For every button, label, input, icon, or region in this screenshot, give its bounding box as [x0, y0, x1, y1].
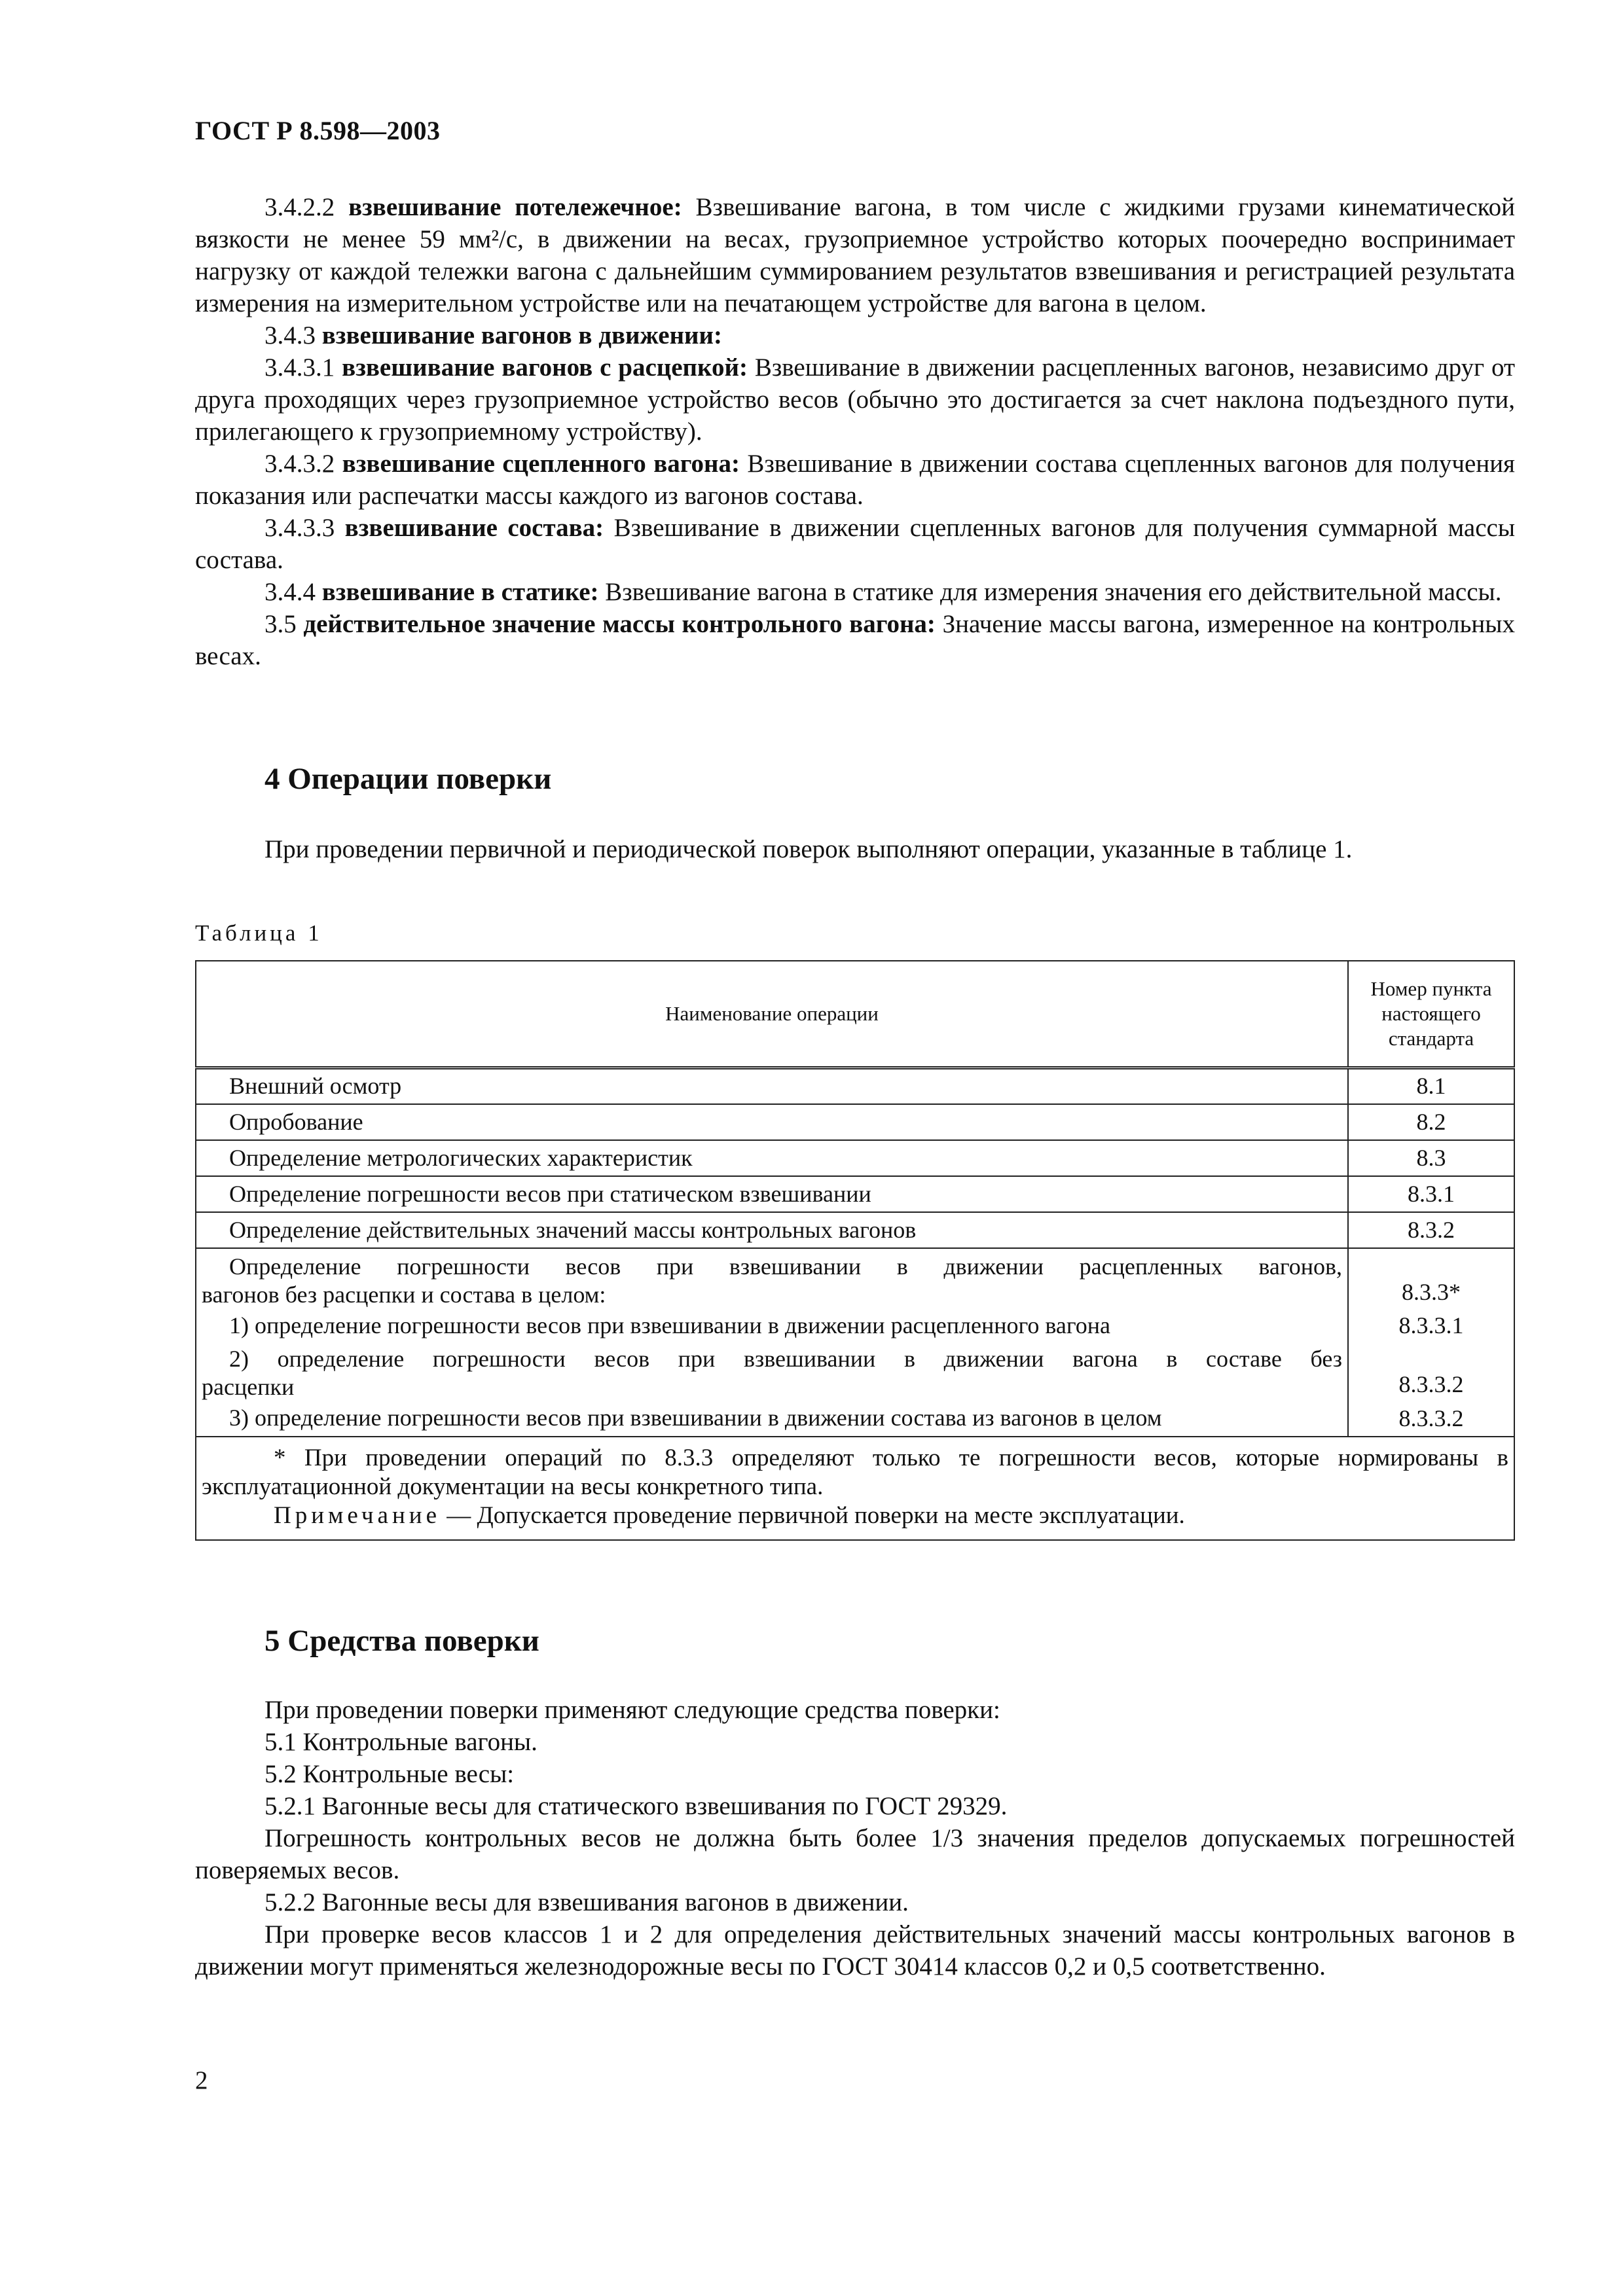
table-footnote: * При проведении операций по 8.3.3 определяют только те погрешности весов, которые нормированы в эксплуатационной документации на весы конкретного типа. — [202, 1444, 1508, 1500]
section-4-title: 4 Операции поверки — [264, 762, 552, 796]
table-row-subitem: 1) определение погрешности весов при взвешивании в движении расцепленного вагона 8.3.3.1 — [196, 1309, 1514, 1342]
definition-3-4-4: 3.4.4 взвешивание в статике: Взвешивание вагона в статике для измерения значения его действительной массы. — [264, 578, 1502, 606]
operations-table — [195, 960, 1515, 1541]
table-row: Определение действительных значений массы контрольных вагонов 8.3.2 — [196, 1212, 1514, 1248]
section-5-title: 5 Средства поверки — [264, 1624, 539, 1658]
fraction-one-third: 1/3 — [930, 1824, 964, 1852]
definition-3-4-3-3: 3.4.3.3 взвешивание состава: Взвешивание в движении сцепленных вагонов для получения суммарной массы состава. — [195, 514, 1516, 574]
header-clause-number: Номер пункта настоящего стандарта — [1348, 961, 1514, 1068]
definition-3-4-3: 3.4.3 взвешивание вагонов в движении: — [264, 321, 722, 350]
definition-3-4-2-2: 3.4.2.2 взвешивание потележечное: Взвешивание вагона, в том числе с жидкими грузами кинематической вязкости не менее 59 мм²/с, в движении на весах, грузоприемное устройство которых поочередно воспринимает нагрузку от каждой тележки вагона с дальнейшим суммированием результатов взвешивания и регистрацией результата измерения на измерительном устройстве или на печатающем устройстве для вагона в целом. — [195, 193, 1516, 317]
table-header-row — [196, 961, 1514, 1068]
table-caption: Таблица 1 — [195, 920, 323, 946]
section-4-intro: При проведении первичной и периодической поверок выполняют операции, указанные в таблице 1. — [264, 835, 1353, 863]
definition-3-5: 3.5 действительное значение массы контрольного вагона: Значение массы вагона, измеренное на контрольных весах. — [195, 610, 1515, 670]
table-row: Определение погрешности весов при статическом взвешивании 8.3.1 — [196, 1176, 1514, 1212]
table-row: Внешний осмотр 8.1 — [196, 1068, 1514, 1104]
definition-3-4-3-2: 3.4.3.2 взвешивание сцепленного вагона: Взвешивание в движении состава сцепленных вагонов для получения показания или распечатки массы каждого из вагонов состава. — [195, 450, 1515, 510]
section-5-body: При проведении поверки применяют следующие средства поверки: 5.1 Контрольные вагоны. 5.2 Контрольные весы: 5.2.1 Вагонные весы для статического взвешивания по ГОСТ 29329. Погрешность контрольных весов не должна быть более 1/3 значения пределов допускаемых погрешностей поверяемых весов. 5.2.2 Вагонные весы для взвешивания вагонов в движении. При проверке весов классов 1 и 2 для определения действительных значений массы контрольных вагонов в движении могут применяться железнодорожные весы по ГОСТ 30414 классов 0,2 и 0,5 соответственно. — [195, 1696, 1516, 1981]
definition-3-4-3-1: 3.4.3.1 взвешивание вагонов с расцепкой: Взвешивание в движении расцепленных вагонов, независимо друг от друга проходящих через грузоприемное устройство весов (обычно это достигается за счет наклона подъездного пути, прилегающего к грузоприемному устройству). — [195, 353, 1516, 446]
table-row-subitem: 3) определение погрешности весов при взвешивании в движении состава из вагонов в целом 8.3.3.2 — [196, 1401, 1514, 1437]
table-row: Опробование 8.2 — [196, 1104, 1514, 1140]
table-row: Определение метрологических характеристик 8.3 — [196, 1140, 1514, 1176]
table-row-group: Определение погрешности весов при взвешивании в движении расцепленных вагонов, вагонов без расцепки и состава в целом: 8.3.3* — [196, 1248, 1514, 1309]
definitions-block — [195, 191, 1515, 672]
table-footnote-row — [196, 1437, 1514, 1540]
table-note: Примечание — Допускается проведение первичной поверки на месте эксплуатации. — [274, 1501, 1185, 1529]
header-operation-name: Наименование операции — [196, 961, 1348, 1068]
page-number: 2 — [195, 2066, 208, 2094]
table-row-subitem: 2) определение погрешности весов при взвешивании в движении вагона в составе без расцепки 8.3.3.2 — [196, 1342, 1514, 1401]
document-header: ГОСТ Р 8.598—2003 — [195, 116, 441, 145]
error-limit-paragraph: Погрешность контрольных весов не должна быть более 1/3 значения пределов допускаемых погрешностей поверяемых весов. — [195, 1824, 1516, 1884]
